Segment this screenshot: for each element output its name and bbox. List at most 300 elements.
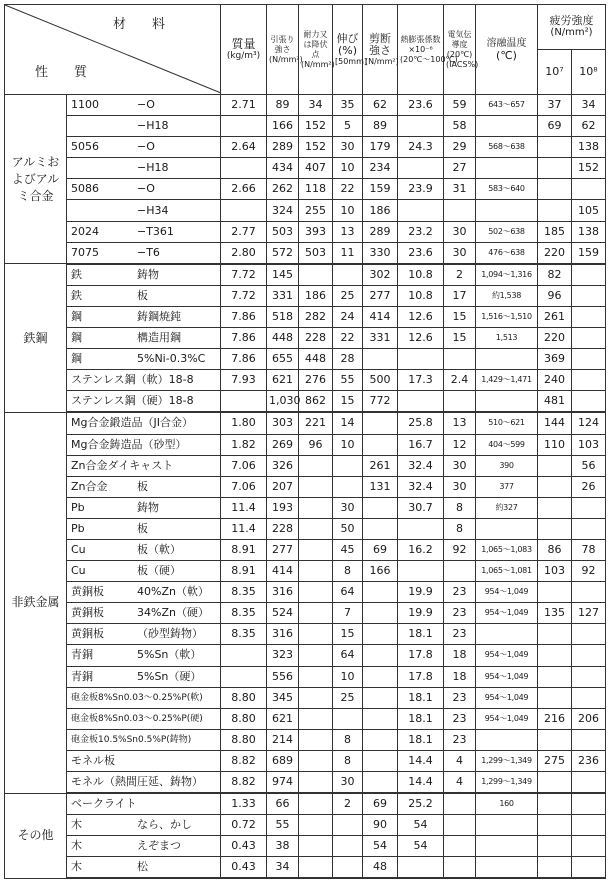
material-name bbox=[67, 116, 221, 137]
cell-f8 bbox=[572, 793, 606, 815]
header-melting: 溶融温度 (℃) bbox=[476, 5, 538, 95]
cell-tensile: 621 bbox=[267, 370, 299, 391]
cell-elong: 30 bbox=[333, 497, 363, 518]
material-name bbox=[67, 666, 221, 687]
cell-f7: 144 bbox=[538, 412, 572, 434]
cell-expansion bbox=[398, 391, 444, 413]
material-variant: −H18 bbox=[137, 119, 169, 133]
cell-f8 bbox=[572, 666, 606, 687]
header-yield: 耐力又は降伏点 (N/mm²) bbox=[299, 5, 333, 95]
material-primary: 木 bbox=[71, 860, 82, 874]
cell-yield bbox=[299, 539, 333, 560]
cell-elong: 22 bbox=[333, 328, 363, 349]
cell-conduct: 23 bbox=[444, 624, 476, 645]
cell-density bbox=[221, 116, 267, 137]
cell-f7 bbox=[538, 476, 572, 497]
cell-expansion: 19.9 bbox=[398, 582, 444, 603]
cell-expansion: 12.6 bbox=[398, 306, 444, 327]
cell-conduct bbox=[444, 815, 476, 836]
cell-melting: 1,429〜1,471 bbox=[476, 370, 538, 391]
cell-tensile: 193 bbox=[267, 497, 299, 518]
cell-conduct: 18 bbox=[444, 645, 476, 666]
material-variant: 5%Sn（軟） bbox=[137, 648, 202, 662]
cell-conduct: 2.4 bbox=[444, 370, 476, 391]
cell-conduct: 15 bbox=[444, 328, 476, 349]
table-row bbox=[5, 708, 606, 729]
table-row bbox=[5, 772, 606, 794]
cell-density: 7.86 bbox=[221, 349, 267, 370]
cell-density: 8.35 bbox=[221, 582, 267, 603]
cell-yield: 118 bbox=[299, 179, 333, 200]
material-variant: （砂型鋳物） bbox=[137, 627, 203, 641]
group-label: その他 bbox=[5, 793, 67, 878]
cell-tensile: 214 bbox=[267, 729, 299, 750]
cell-melting: 1,299〜1,349 bbox=[476, 772, 538, 794]
cell-density: 11.4 bbox=[221, 497, 267, 518]
cell-shear: 69 bbox=[363, 539, 398, 560]
table-row bbox=[5, 793, 606, 815]
cell-melting: 954〜1,049 bbox=[476, 666, 538, 687]
material-variant: −O bbox=[137, 140, 155, 154]
cell-density: 7.86 bbox=[221, 328, 267, 349]
cell-f8 bbox=[572, 264, 606, 286]
cell-tensile: 166 bbox=[267, 116, 299, 137]
cell-f7 bbox=[538, 687, 572, 708]
cell-tensile: 55 bbox=[267, 815, 299, 836]
cell-elong bbox=[333, 476, 363, 497]
material-name bbox=[67, 328, 221, 349]
cell-f8 bbox=[572, 349, 606, 370]
cell-shear: 62 bbox=[363, 95, 398, 116]
cell-melting: 1,516〜1,510 bbox=[476, 306, 538, 327]
cell-conduct: 30 bbox=[444, 455, 476, 476]
material-primary: ベークライト bbox=[71, 797, 137, 811]
cell-yield: 221 bbox=[299, 412, 333, 434]
cell-expansion: 17.8 bbox=[398, 666, 444, 687]
cell-elong: 10 bbox=[333, 666, 363, 687]
cell-f8: 152 bbox=[572, 158, 606, 179]
material-name bbox=[67, 708, 221, 729]
cell-conduct: 30 bbox=[444, 221, 476, 242]
cell-yield: 186 bbox=[299, 285, 333, 306]
cell-f8 bbox=[572, 370, 606, 391]
cell-melting bbox=[476, 518, 538, 539]
cell-f8: 206 bbox=[572, 708, 606, 729]
cell-melting: 1,513 bbox=[476, 328, 538, 349]
cell-density: 2.64 bbox=[221, 137, 267, 158]
table-row bbox=[5, 391, 606, 413]
cell-conduct: 23 bbox=[444, 603, 476, 624]
table-row bbox=[5, 582, 606, 603]
cell-yield: 152 bbox=[299, 116, 333, 137]
cell-density: 1.82 bbox=[221, 434, 267, 455]
cell-conduct bbox=[444, 857, 476, 879]
cell-elong bbox=[333, 815, 363, 836]
header-cycles-1e8: 10⁸ bbox=[572, 50, 606, 95]
cell-f7 bbox=[538, 200, 572, 221]
cell-melting: 954〜1,049 bbox=[476, 645, 538, 666]
cell-yield bbox=[299, 645, 333, 666]
cell-shear: 234 bbox=[363, 158, 398, 179]
cell-density: 2.80 bbox=[221, 242, 267, 264]
cell-f7 bbox=[538, 666, 572, 687]
cell-elong bbox=[333, 857, 363, 879]
cell-melting: 1,065〜1,081 bbox=[476, 561, 538, 582]
cell-f7 bbox=[538, 158, 572, 179]
cell-density: 11.4 bbox=[221, 518, 267, 539]
cell-shear: 302 bbox=[363, 264, 398, 286]
cell-elong bbox=[333, 836, 363, 857]
table-row bbox=[5, 455, 606, 476]
cell-shear bbox=[363, 349, 398, 370]
cell-yield: 448 bbox=[299, 349, 333, 370]
material-name bbox=[67, 158, 221, 179]
cell-f8: 26 bbox=[572, 476, 606, 497]
cell-conduct bbox=[444, 561, 476, 582]
cell-f7 bbox=[538, 455, 572, 476]
cell-elong: 10 bbox=[333, 158, 363, 179]
cell-melting bbox=[476, 729, 538, 750]
material-name bbox=[67, 370, 221, 391]
material-name bbox=[67, 179, 221, 200]
material-variant: −T6 bbox=[137, 245, 160, 259]
cell-f7: 216 bbox=[538, 708, 572, 729]
cell-yield: 407 bbox=[299, 158, 333, 179]
material-name bbox=[67, 200, 221, 221]
cell-f7 bbox=[538, 836, 572, 857]
header-tensile: 引張り強さ (N/mm²) bbox=[267, 5, 299, 95]
material-primary: 黄銅板 bbox=[71, 585, 104, 599]
cell-f8: 127 bbox=[572, 603, 606, 624]
table-row bbox=[5, 349, 606, 370]
cell-tensile: 38 bbox=[267, 836, 299, 857]
cell-tensile: 316 bbox=[267, 582, 299, 603]
cell-shear: 414 bbox=[363, 306, 398, 327]
cell-f7 bbox=[538, 815, 572, 836]
cell-elong: 25 bbox=[333, 285, 363, 306]
cell-density: 7.86 bbox=[221, 306, 267, 327]
cell-melting: 377 bbox=[476, 476, 538, 497]
cell-yield: 34 bbox=[299, 95, 333, 116]
cell-density: 8.80 bbox=[221, 729, 267, 750]
cell-shear bbox=[363, 645, 398, 666]
cell-elong: 15 bbox=[333, 391, 363, 413]
material-variant: −O bbox=[137, 98, 155, 112]
cell-f7: 240 bbox=[538, 370, 572, 391]
table-row bbox=[5, 158, 606, 179]
cell-elong: 8 bbox=[333, 729, 363, 750]
material-primary: Mg合金鋳造品（砂型） bbox=[71, 437, 187, 451]
cell-yield bbox=[299, 476, 333, 497]
table-row bbox=[5, 116, 606, 137]
table-row bbox=[5, 476, 606, 497]
cell-melting: 476〜638 bbox=[476, 242, 538, 264]
cell-shear: 166 bbox=[363, 561, 398, 582]
table-row bbox=[5, 285, 606, 306]
cell-f7: 110 bbox=[538, 434, 572, 455]
cell-f8 bbox=[572, 306, 606, 327]
cell-tensile: 689 bbox=[267, 750, 299, 771]
cell-yield bbox=[299, 857, 333, 879]
cell-yield: 862 bbox=[299, 391, 333, 413]
material-name bbox=[67, 793, 221, 815]
cell-f8 bbox=[572, 328, 606, 349]
table-row bbox=[5, 645, 606, 666]
cell-expansion bbox=[398, 200, 444, 221]
material-primary: 鋼 bbox=[71, 309, 82, 323]
cell-conduct: 29 bbox=[444, 137, 476, 158]
cell-melting bbox=[476, 836, 538, 857]
cell-expansion: 16.2 bbox=[398, 539, 444, 560]
cell-elong: 45 bbox=[333, 539, 363, 560]
cell-melting: 160 bbox=[476, 793, 538, 815]
cell-expansion bbox=[398, 857, 444, 879]
cell-melting bbox=[476, 391, 538, 413]
cell-density: 7.06 bbox=[221, 455, 267, 476]
cell-tensile: 518 bbox=[267, 306, 299, 327]
cell-yield bbox=[299, 708, 333, 729]
cell-yield: 276 bbox=[299, 370, 333, 391]
cell-f7 bbox=[538, 179, 572, 200]
cell-tensile: 303 bbox=[267, 412, 299, 434]
cell-melting bbox=[476, 116, 538, 137]
cell-f8 bbox=[572, 497, 606, 518]
material-primary: モネル（熱間圧延、鋳物） bbox=[71, 775, 203, 789]
cell-shear bbox=[363, 624, 398, 645]
cell-tensile: 655 bbox=[267, 349, 299, 370]
material-variant: 鋳物 bbox=[137, 267, 159, 281]
cell-expansion: 25.2 bbox=[398, 793, 444, 815]
cell-f7: 82 bbox=[538, 264, 572, 286]
cell-shear: 772 bbox=[363, 391, 398, 413]
cell-f8 bbox=[572, 815, 606, 836]
cell-density: 0.72 bbox=[221, 815, 267, 836]
cell-shear bbox=[363, 497, 398, 518]
cell-elong bbox=[333, 708, 363, 729]
cell-density: 1.80 bbox=[221, 412, 267, 434]
material-primary: 鋼 bbox=[71, 331, 82, 345]
cell-density: 7.06 bbox=[221, 476, 267, 497]
cell-elong bbox=[333, 455, 363, 476]
cell-expansion: 14.4 bbox=[398, 772, 444, 794]
cell-f8: 124 bbox=[572, 412, 606, 434]
cell-f7: 275 bbox=[538, 750, 572, 771]
cell-f7: 69 bbox=[538, 116, 572, 137]
cell-elong: 11 bbox=[333, 242, 363, 264]
cell-yield: 503 bbox=[299, 242, 333, 264]
material-properties-sheet bbox=[4, 4, 605, 888]
cell-f8: 103 bbox=[572, 434, 606, 455]
header-shear: 剪断強さ (N/mm²) bbox=[363, 5, 398, 95]
material-primary: Zn合金ダイキャスト bbox=[71, 458, 174, 472]
cell-density bbox=[221, 391, 267, 413]
cell-yield bbox=[299, 624, 333, 645]
cell-f7: 220 bbox=[538, 328, 572, 349]
cell-elong: 8 bbox=[333, 561, 363, 582]
cell-shear bbox=[363, 687, 398, 708]
material-primary: モネル板 bbox=[71, 753, 115, 767]
cell-shear bbox=[363, 708, 398, 729]
table-row bbox=[5, 412, 606, 434]
header-fatigue: 疲労強度 (N/mm²) bbox=[538, 5, 606, 50]
material-name bbox=[67, 497, 221, 518]
cell-density: 7.93 bbox=[221, 370, 267, 391]
cell-expansion: 23.2 bbox=[398, 221, 444, 242]
cell-conduct: 58 bbox=[444, 116, 476, 137]
cell-density: 8.82 bbox=[221, 750, 267, 771]
cell-conduct: 18 bbox=[444, 666, 476, 687]
cell-f7: 37 bbox=[538, 95, 572, 116]
material-name bbox=[67, 750, 221, 771]
table-row bbox=[5, 242, 606, 264]
cell-f8: 56 bbox=[572, 455, 606, 476]
cell-f7: 96 bbox=[538, 285, 572, 306]
cell-density: 2.66 bbox=[221, 179, 267, 200]
group-label: アルミおよびアルミ合金 bbox=[5, 95, 67, 264]
cell-f7: 86 bbox=[538, 539, 572, 560]
cell-elong: 64 bbox=[333, 645, 363, 666]
cell-density bbox=[221, 200, 267, 221]
cell-yield bbox=[299, 264, 333, 286]
cell-yield bbox=[299, 455, 333, 476]
table-row bbox=[5, 729, 606, 750]
cell-conduct bbox=[444, 836, 476, 857]
cell-expansion: 30.7 bbox=[398, 497, 444, 518]
cell-elong: 14 bbox=[333, 412, 363, 434]
material-name bbox=[67, 95, 221, 116]
cell-expansion: 23.6 bbox=[398, 95, 444, 116]
header-expansion: 熱膨張係数×10⁻⁶ (20℃〜100℃) bbox=[398, 5, 444, 95]
cell-melting: 568〜638 bbox=[476, 137, 538, 158]
cell-elong: 5 bbox=[333, 116, 363, 137]
cell-conduct: 17 bbox=[444, 285, 476, 306]
cell-melting: 954〜1,049 bbox=[476, 708, 538, 729]
cell-conduct: 30 bbox=[444, 242, 476, 264]
cell-expansion: 24.3 bbox=[398, 137, 444, 158]
cell-f7: 220 bbox=[538, 242, 572, 264]
cell-f8 bbox=[572, 582, 606, 603]
cell-expansion: 23.6 bbox=[398, 242, 444, 264]
cell-elong: 35 bbox=[333, 95, 363, 116]
material-variant: −O bbox=[137, 182, 155, 196]
material-primary: 2024 bbox=[71, 224, 99, 238]
header-density: 質量 (kg/m³) bbox=[221, 5, 267, 95]
material-primary: 砲金板10.5%Sn0.5%P(鋳物) bbox=[71, 735, 192, 746]
material-variant: 板（硬） bbox=[137, 564, 181, 578]
cell-yield: 255 bbox=[299, 200, 333, 221]
cell-f8 bbox=[572, 518, 606, 539]
cell-yield: 152 bbox=[299, 137, 333, 158]
material-name bbox=[67, 645, 221, 666]
material-name bbox=[67, 285, 221, 306]
cell-tensile: 34 bbox=[267, 857, 299, 879]
cell-elong: 24 bbox=[333, 306, 363, 327]
table-row bbox=[5, 264, 606, 286]
cell-f8: 62 bbox=[572, 116, 606, 137]
cell-f7: 261 bbox=[538, 306, 572, 327]
cell-f8 bbox=[572, 772, 606, 794]
material-variant: 鋳物 bbox=[137, 500, 159, 514]
cell-expansion bbox=[398, 561, 444, 582]
cell-yield: 228 bbox=[299, 328, 333, 349]
material-name bbox=[67, 476, 221, 497]
cell-f7: 103 bbox=[538, 561, 572, 582]
cell-conduct bbox=[444, 391, 476, 413]
cell-tensile: 277 bbox=[267, 539, 299, 560]
material-primary: 砲金板8%Sn0.03〜0.25%P(硬) bbox=[71, 714, 203, 725]
cell-f8: 138 bbox=[572, 137, 606, 158]
cell-elong: 64 bbox=[333, 582, 363, 603]
cell-f8 bbox=[572, 624, 606, 645]
cell-melting: 1,299〜1,349 bbox=[476, 750, 538, 771]
cell-f7 bbox=[538, 624, 572, 645]
material-name bbox=[67, 137, 221, 158]
cell-elong: 55 bbox=[333, 370, 363, 391]
material-variant: 5%Ni-0.3%C bbox=[137, 352, 206, 366]
material-variant: 構造用鋼 bbox=[137, 331, 181, 345]
cell-elong: 25 bbox=[333, 687, 363, 708]
cell-f7 bbox=[538, 793, 572, 815]
material-name bbox=[67, 306, 221, 327]
cell-shear: 330 bbox=[363, 242, 398, 264]
cell-density: 7.72 bbox=[221, 285, 267, 306]
cell-yield bbox=[299, 518, 333, 539]
material-variant: 34%Zn（硬） bbox=[137, 606, 209, 620]
table-row bbox=[5, 221, 606, 242]
material-name bbox=[67, 729, 221, 750]
cell-conduct: 13 bbox=[444, 412, 476, 434]
cell-melting: 643〜657 bbox=[476, 95, 538, 116]
cell-tensile: 323 bbox=[267, 645, 299, 666]
material-variant: 40%Zn（軟） bbox=[137, 585, 209, 599]
material-primary: 青銅 bbox=[71, 669, 93, 683]
cell-shear: 131 bbox=[363, 476, 398, 497]
material-primary: 木 bbox=[71, 818, 82, 832]
material-name bbox=[67, 624, 221, 645]
cell-conduct: 23 bbox=[444, 729, 476, 750]
cell-f7 bbox=[538, 857, 572, 879]
cell-shear bbox=[363, 434, 398, 455]
material-primary: Pb bbox=[71, 500, 85, 514]
cell-shear bbox=[363, 582, 398, 603]
cell-melting bbox=[476, 624, 538, 645]
cell-expansion: 18.1 bbox=[398, 687, 444, 708]
cell-yield: 393 bbox=[299, 221, 333, 242]
cell-expansion: 18.1 bbox=[398, 624, 444, 645]
cell-f7 bbox=[538, 645, 572, 666]
cell-density: 2.77 bbox=[221, 221, 267, 242]
cell-conduct: 27 bbox=[444, 158, 476, 179]
material-variant: 鋳鋼焼鈍 bbox=[137, 309, 181, 323]
cell-shear bbox=[363, 412, 398, 434]
material-primary: 1100 bbox=[71, 98, 99, 112]
cell-tensile: 974 bbox=[267, 772, 299, 794]
cell-tensile: 324 bbox=[267, 200, 299, 221]
cell-expansion: 10.8 bbox=[398, 264, 444, 286]
cell-shear bbox=[363, 666, 398, 687]
cell-shear bbox=[363, 518, 398, 539]
cell-shear bbox=[363, 750, 398, 771]
material-name bbox=[67, 391, 221, 413]
cell-expansion: 12.6 bbox=[398, 328, 444, 349]
cell-tensile: 289 bbox=[267, 137, 299, 158]
cell-yield bbox=[299, 793, 333, 815]
cell-melting: 約327 bbox=[476, 497, 538, 518]
cell-conduct: 30 bbox=[444, 476, 476, 497]
material-primary: 青銅 bbox=[71, 648, 93, 662]
header-cycles-1e7: 10⁷ bbox=[538, 50, 572, 95]
cell-tensile: 503 bbox=[267, 221, 299, 242]
